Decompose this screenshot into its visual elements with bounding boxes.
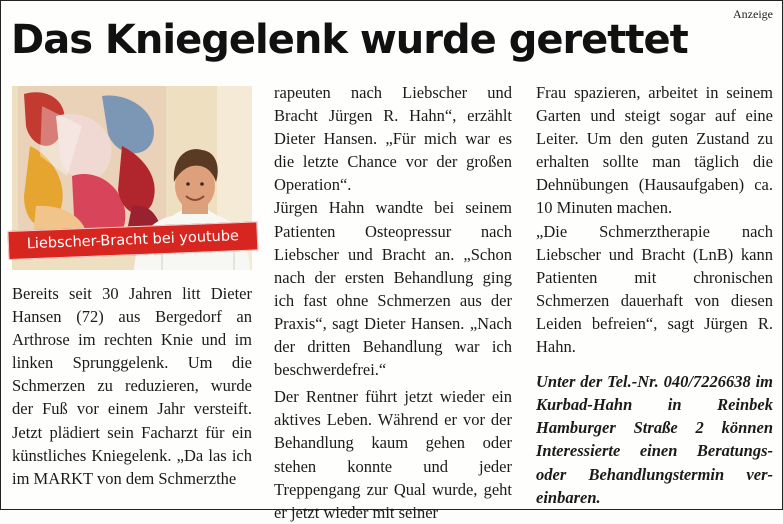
paragraph: Der Rentner führt jetzt wieder ein aktives Leben. Während er vor der Behandlung kaum gehen oder stehen konnte und jeder Treppengang zur Qual wurde, geht er jetzt wieder mit seiner <box>274 387 512 522</box>
youtube-caption-banner: Liebscher-Bracht bei youtube <box>7 221 258 260</box>
headline: Das Kniegelenk wurde gerettet <box>11 17 688 63</box>
ad-label: Anzeige <box>733 7 773 21</box>
paragraph: rapeuten nach Liebscher und Bracht Jürgen R. Hahn“, erzählt Dieter Hansen. „Für mich war es die letzte Chance vor der großen Operation“. <box>274 83 512 195</box>
paragraph: Bereits seit 30 Jahren litt Dieter Hansen (72) aus Bergedorf an Arthrose im rechten Knie und im linken Sprunggelenk. Um die Schmerzen zu reduzieren, wurde der Fuß vor einem Jahr versteift. Jetzt plädiert sein Facharzt für ein künstliches Kniegelenk. „Da las ich im MARKT von dem Schmerzthe <box>12 284 252 488</box>
paragraph: Jürgen Hahn wandte bei seinem Patienten Osteopressur nach Liebscher und Bracht an. „Schon nach der ersten Behandlung ging ich fast ohne Schmerzen aus der Praxis“, sagt Dieter Hansen. „Nach der dritten Behandlung war ich beschwerdefrei.“ <box>274 198 512 380</box>
paragraph: Frau spazieren, arbeitet in seinem Garten und steigt sogar auf eine Leiter. Um den guten Zustand zu erhalten sollte man täglich die Dehnübungen (Hausaufgaben) ca. 10 Minuten machen. <box>536 83 773 218</box>
contact-info: Unter der Tel.-Nr. 040/7226638 im Kurbad-Hahn in Reinbek Hamburger Straße 2 können Interessierte einen Beratungs- oder Behandlungstermin vereinbaren. <box>536 372 773 507</box>
quote-paragraph: „Die Schmerztherapie nach Liebscher und Bracht (LnB) kann Patienten mit chronischen Schmerzen dauerhaft von diesen Leiden befreien“, sagt Jürgen R. Hahn. <box>536 221 773 357</box>
article-column-1 <box>12 282 252 490</box>
article-column-2 <box>274 81 512 524</box>
article-column-3 <box>536 81 773 509</box>
